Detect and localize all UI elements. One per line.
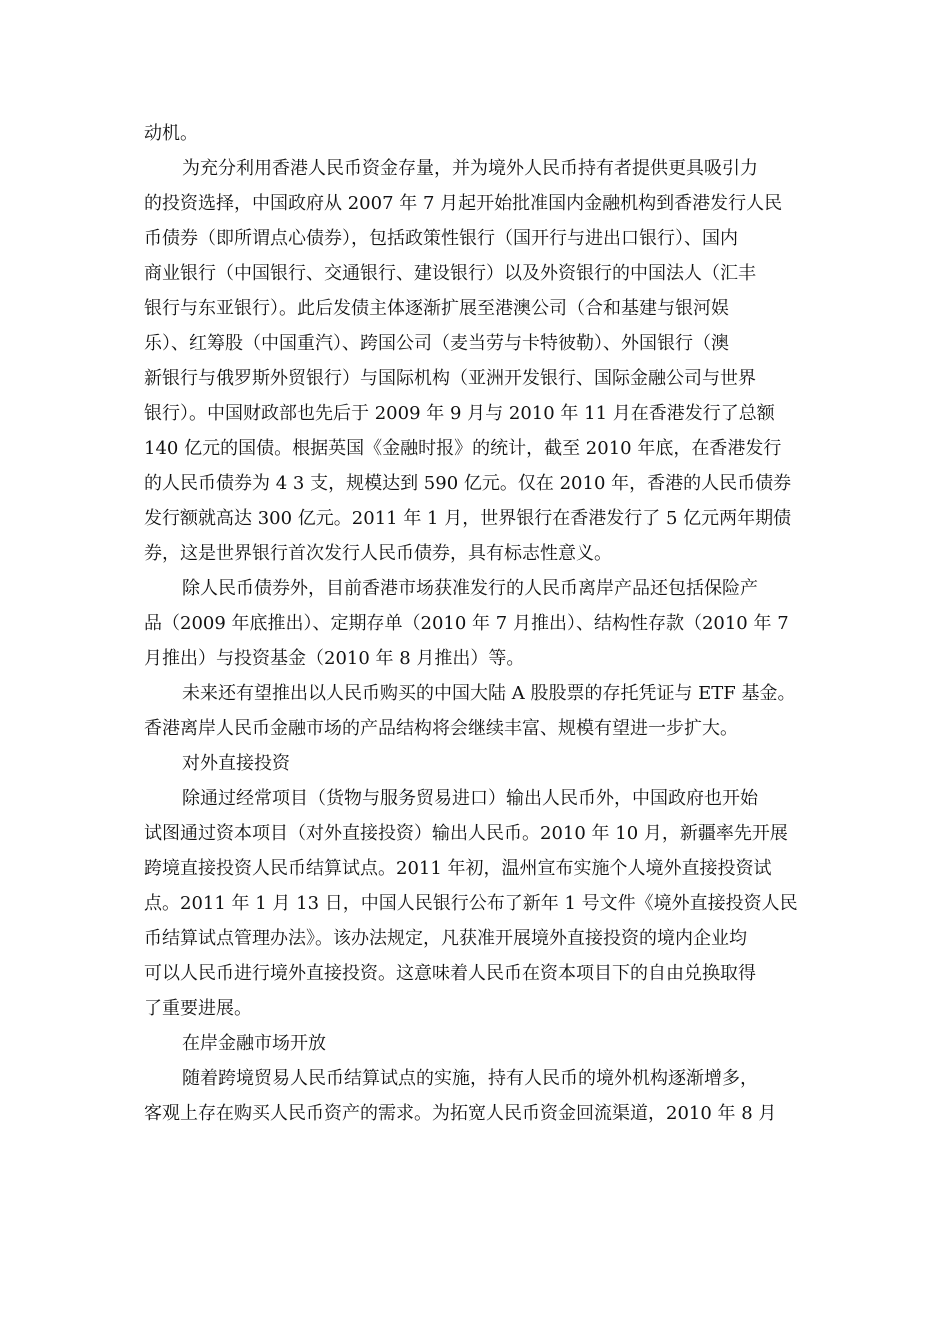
- text-line-18: 香港离岸人民币金融市场的产品结构将会继续丰富、规模有望进一步扩大。: [144, 718, 738, 739]
- text-line-13: 券，这是世界银行首次发行人民币债券，具有标志性意义。: [144, 543, 612, 564]
- text-line-21: 试图通过资本项目（对外直接投资）输出人民币。2010 年 10 月，新疆率先开展: [144, 823, 788, 844]
- text-line-29: 客观上存在购买人民币资产的需求。为拓宽人民币资金回流渠道，2010 年 8 月: [144, 1103, 777, 1124]
- text-line-12: 发行额就高达 300 亿元。2011 年 1 月，世界银行在香港发行了 5 亿元两年期债: [144, 508, 792, 529]
- text-line-22: 跨境直接投资人民币结算试点。2011 年初，温州宣布实施个人境外直接投资试: [144, 858, 772, 879]
- text-line-24: 币结算试点管理办法》。该办法规定，凡获准开展境外直接投资的境内企业均: [144, 928, 747, 949]
- text-line-26: 了重要进展。: [144, 998, 252, 1019]
- text-line-6: 银行与东亚银行）。此后发债主体逐渐扩展至港澳公司（合和基建与银河娱: [144, 298, 729, 319]
- text-line-4: 币债券（即所谓点心债券），包括政策性银行（国开行与进出口银行）、国内: [144, 228, 738, 249]
- text-line-9: 银行）。中国财政部也先后于 2009 年 9 月与 2010 年 11 月在香港发行了总额: [144, 403, 775, 424]
- text-line-8: 新银行与俄罗斯外贸银行）与国际机构（亚洲开发银行、国际金融公司与世界: [144, 368, 756, 389]
- text-line-28: 随着跨境贸易人民币结算试点的实施，持有人民币的境外机构逐渐增多，: [182, 1068, 758, 1089]
- text-line-15: 品（2009 年底推出）、定期存单（2010 年 7 月推出）、结构性存款（2010 年 7: [144, 613, 789, 634]
- text-line-3: 的投资选择，中国政府从 2007 年 7 月起开始批准国内金融机构到香港发行人民: [144, 193, 783, 214]
- text-line-23: 点。2011 年 1 月 13 日，中国人民银行公布了新年 1 号文件《境外直接投资人民: [144, 893, 798, 914]
- text-line-20: 除通过经常项目（货物与服务贸易进口）输出人民币外，中国政府也开始: [182, 788, 758, 809]
- text-line-1: 动机。: [144, 123, 198, 144]
- text-line-17: 未来还有望推出以人民币购买的中国大陆 A 股股票的存托凭证与 ETF 基金。: [182, 683, 796, 704]
- text-line-5: 商业银行（中国银行、交通银行、建设银行）以及外资银行的中国法人（汇丰: [144, 263, 756, 284]
- text-line-2: 为充分利用香港人民币资金存量，并为境外人民币持有者提供更具吸引力: [182, 158, 758, 179]
- text-line-10: 140 亿元的国债。根据英国《金融时报》的统计，截至 2010 年底，在香港发行: [144, 438, 782, 459]
- text-line-7: 乐）、红筹股（中国重汽）、跨国公司（麦当劳与卡特彼勒）、外国银行（澳: [144, 333, 729, 354]
- text-line-16: 月推出）与投资基金（2010 年 8 月推出）等。: [144, 648, 525, 669]
- section-heading-onshore: 在岸金融市场开放: [182, 1033, 326, 1054]
- document-page: [144, 116, 804, 1131]
- text-line-14: 除人民币债券外，目前香港市场获准发行的人民币离岸产品还包括保险产: [182, 578, 758, 599]
- section-heading-ofdi: 对外直接投资: [182, 753, 290, 774]
- text-line-11: 的人民币债券为 4 3 支，规模达到 590 亿元。仅在 2010 年，香港的人民币债券: [144, 473, 792, 494]
- text-line-25: 可以人民币进行境外直接投资。这意味着人民币在资本项目下的自由兑换取得: [144, 963, 756, 984]
